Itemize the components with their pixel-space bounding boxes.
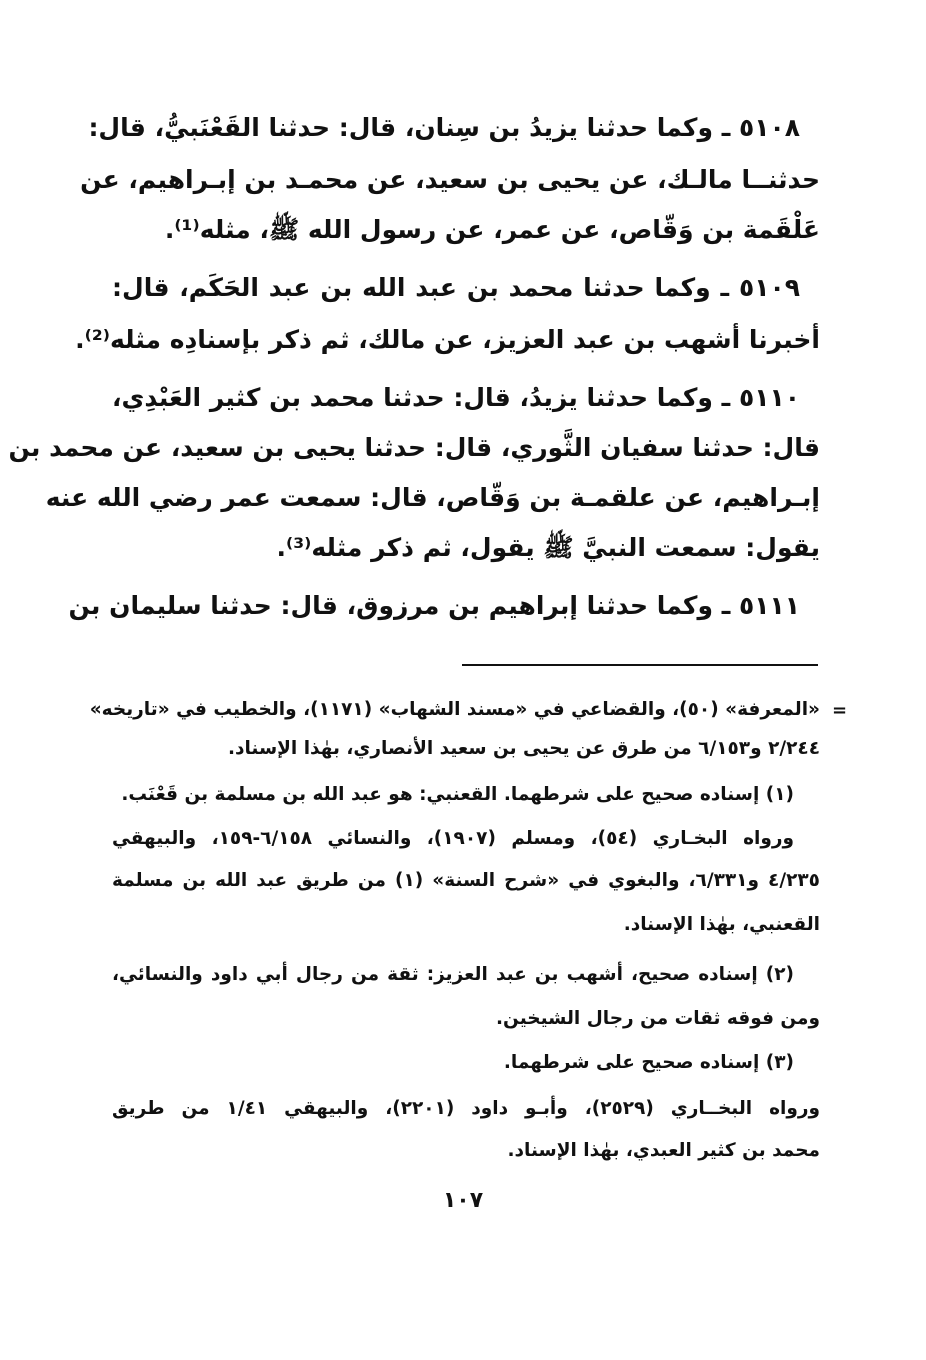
hadith-5110-line-1: ٥١١٠ ـ وكما حدثنا يزيدُ، قال: حدثنا محمد بن كثير العَبْدِي، <box>112 383 800 412</box>
footnote-1-line: القعنبي، بهٰذا الإسناد. <box>623 914 820 935</box>
footnote-1-line: ٤/٢٣٥ و٦/٣٣١، والبغوي في «شرح السنة» (١) من طريق عبد الله بن مسلمة <box>112 870 820 891</box>
hadith-5108-line-1: ٥١٠٨ ـ وكما حدثنا يزيدُ بن سِنان، قال: حدثنا القَعْنَبيُّ، قال: <box>88 113 800 142</box>
footnote-3-line: محمد بن كثير العبدي، بهٰذا الإسناد. <box>507 1140 820 1161</box>
page-number: ١٠٧ <box>442 1188 484 1213</box>
footnote-1-line: (١) إسناده صحيح على شرطهما. القعنبي: هو عبد الله بن مسلمة بن قَعْنَب. <box>121 784 794 805</box>
hadith-5111-line-1: ٥١١١ ـ وكما حدثنا إبراهيم بن مرزوق، قال: حدثنا سليمان بن <box>68 591 800 620</box>
footnote-3-line: ورواه البخــاري (٢٥٢٩)، وأبـو داود (٢٢٠١)، والبيهقي ١/٤١ من طريق <box>112 1098 820 1119</box>
hadith-5110-line-2: قال: حدثنا سفيان الثَّوري، قال: حدثنا يحيى بن سعيد، عن محمد بن <box>8 433 820 462</box>
hadith-5109-line-1: ٥١٠٩ ـ وكما حدثنا محمد بن عبد الله بن عبد الحَكَم، قال: <box>112 273 800 302</box>
hadith-5109-line-2: أخبرنا أشهب بن عبد العزيز، عن مالك، ثم ذكر بإسنادِه مثله⁽²⁾. <box>75 325 820 354</box>
footnote-2-line: ومن فوقه ثقات من رجال الشيخين. <box>496 1008 820 1029</box>
footnote-2-line: (٢) إسناده صحيح، أشهب بن عبد العزيز: ثقة من رجال أبي داود والنسائي، <box>112 964 794 985</box>
hadith-5110-line-4: يقول: سمعت النبيَّ ﷺ يقول، ثم ذكر مثله⁽³⁾. <box>276 533 820 562</box>
continuation-mark: = <box>832 700 848 721</box>
hadith-5108-line-3: عَلْقَمة بن وَقّاص، عن عمر، عن رسول الله ﷺ، مثله⁽¹⁾. <box>164 215 820 244</box>
footnote-line: ٢/٢٤٤ و٦/١٥٣ من طرق عن يحيى بن سعيد الأنصاري، بهٰذا الإسناد. <box>227 738 820 759</box>
hadith-5110-line-3: إبـراهيم، عن علقمـة بن وَقّاص، قال: سمعت عمر رضي الله عنه <box>45 483 820 512</box>
footnote-3-line: (٣) إسناده صحيح على شرطهما. <box>503 1052 794 1073</box>
hadith-5108-line-2: حدثنــا مالـك، عن يحيى بن سعيد، عن محمـد بن إبـراهيم، عن <box>80 165 820 194</box>
footnote-1-line: ورواه البخـاري (٥٤)، ومسلم (١٩٠٧)، والنسائي ٦/١٥٨-١٥٩، والبيهقي <box>112 828 795 849</box>
footnote-separator <box>462 664 818 666</box>
footnote-line: «المعرفة» (٥٠)، والقضاعي في «مسند الشهاب» (١١٧١)، والخطيب في «تاريخه» <box>89 699 820 720</box>
